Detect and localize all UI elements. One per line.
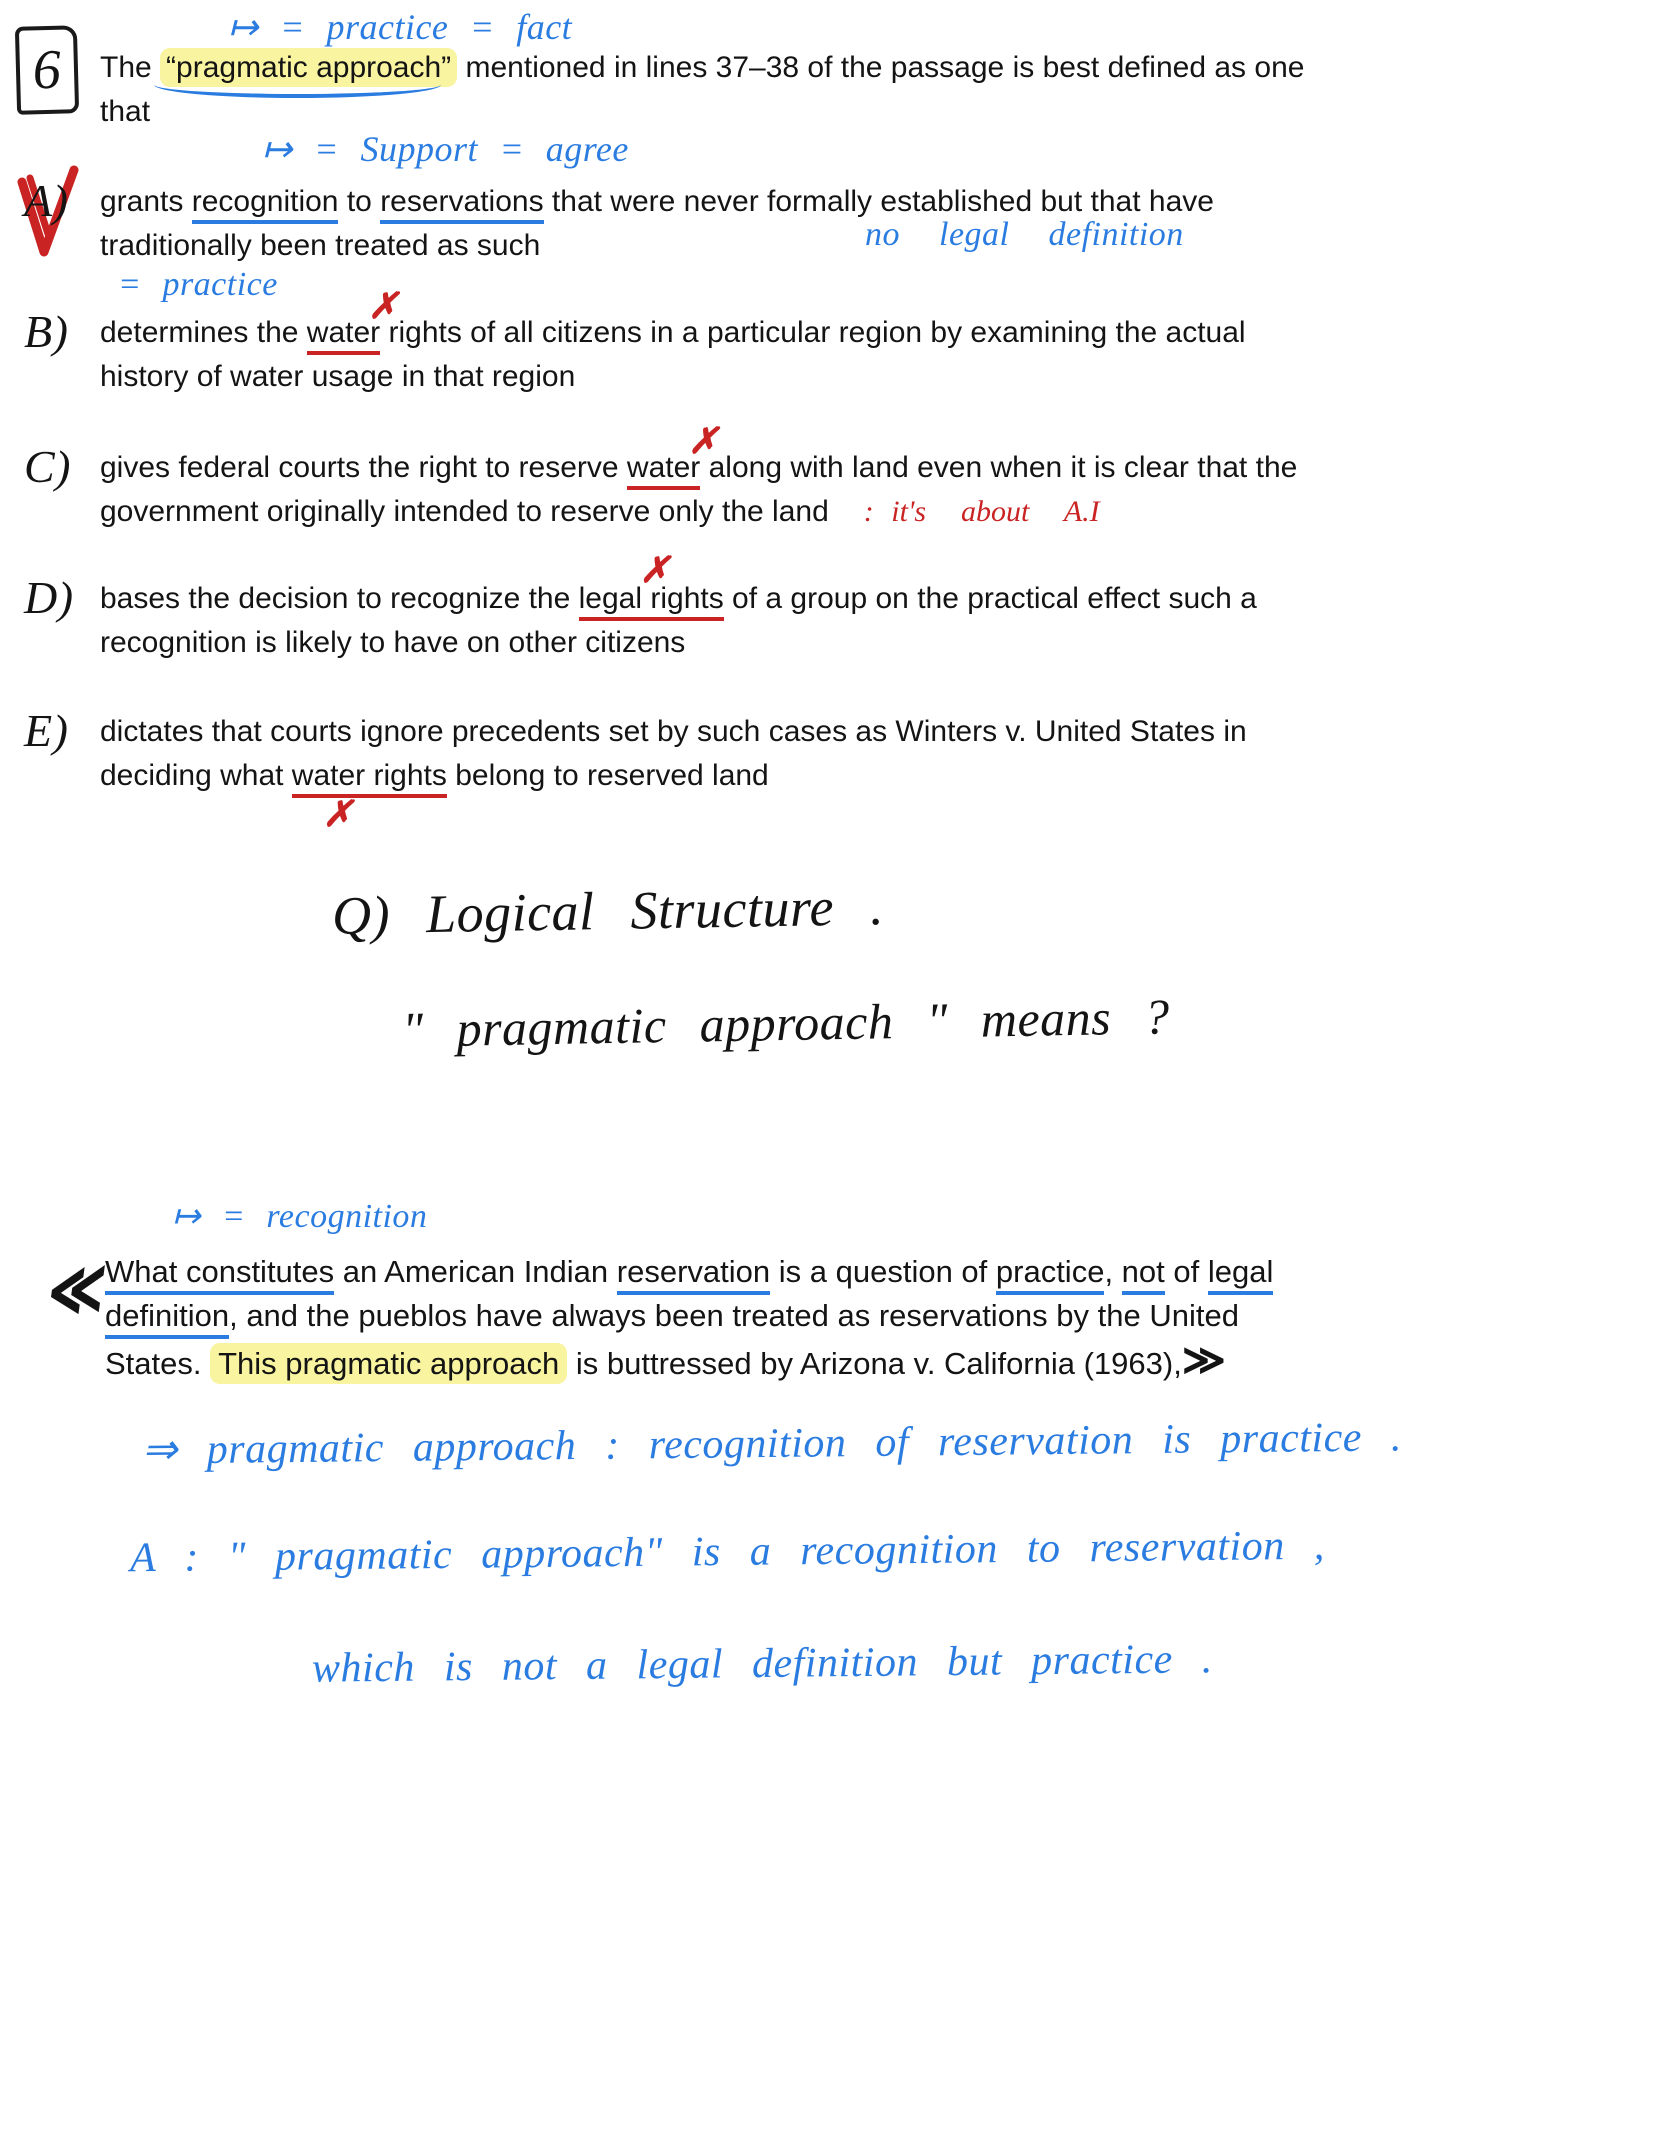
annotated-text-segment: What constitutes (105, 1254, 334, 1295)
annotated-text-segment: legal (1208, 1254, 1274, 1295)
annotated-text-segment: recognition (192, 185, 339, 224)
red-x-mark-icon: ✗ (322, 794, 353, 834)
answer-option-a (0, 175, 1668, 303)
text-segment: States. (105, 1346, 211, 1381)
answer-option-c (0, 421, 1668, 566)
handwritten-note-practice-fact: ↦ = practice = fact (228, 7, 573, 47)
text-segment: along with land even when it is clear that the (700, 451, 1298, 484)
text-line (100, 550, 1257, 621)
text-line (100, 710, 1247, 754)
annotated-text-segment: water ✗ (627, 451, 700, 490)
handwritten-bottom-note-line3: which is not a legal definition but practice . (311, 1636, 1213, 1692)
text-line (100, 621, 1257, 665)
handwritten-note-recognition: ↦ = recognition (172, 1198, 428, 1235)
text-segment: dictates that courts ignore precedents set by such cases as Winters v. United States in (100, 715, 1247, 748)
text-segment: rights of all citizens in a particular region by examining the actual (380, 316, 1246, 349)
annotated-text-segment: : it's about A.I (828, 495, 1100, 528)
text-segment: , and the pueblos have always been treated as reservations by the United (229, 1298, 1239, 1333)
question-stem (100, 46, 1580, 134)
text-line (100, 46, 1580, 90)
text-line (105, 1294, 1625, 1338)
text-segment: is a question of (770, 1254, 996, 1289)
handwritten-note-support-agree: ↦ = Support = agree (262, 129, 629, 169)
answer-option-b (0, 286, 1668, 431)
text-segment: determines the (100, 316, 307, 349)
text-segment: of (1164, 1254, 1208, 1289)
red-x-mark-icon: ✗ (639, 550, 670, 590)
text-line (105, 1338, 1625, 1386)
answer-option-d (0, 550, 1668, 697)
text-segment: is buttressed by Arizona v. California (1963), (567, 1346, 1182, 1381)
annotated-text-segment: reservation (617, 1254, 770, 1295)
text-line (100, 286, 1246, 355)
handwritten-bottom-note-line1: ⇒ pragmatic approach : recognition of reservation is practice . (141, 1414, 1403, 1474)
passage-open-quote-mark: ≪ (42, 1247, 104, 1334)
red-x-mark-icon: ✗ (367, 286, 399, 326)
option-letter-e: E) (24, 705, 69, 756)
option-letter-a: A) (24, 175, 69, 226)
handwritten-center-note-line2: " pragmatic approach " means ? (401, 988, 1171, 1058)
option-letter-c: C) (24, 441, 71, 492)
text-segment: of a group on the practical effect such a (723, 582, 1257, 615)
annotated-text-segment: water rights ✗ (291, 759, 447, 834)
question-number-box (15, 25, 79, 115)
handwritten-note-equals-practice: = practice (118, 266, 278, 303)
handwritten-bottom-note-line2: A : " pragmatic approach" is a recognition to reservation , (129, 1522, 1325, 1582)
text-line (100, 355, 1246, 399)
text-segment: that were never formally established but that have (543, 185, 1214, 218)
text-line (100, 754, 1247, 834)
text-line (100, 421, 1298, 490)
text-segment: belong to reserved land (446, 759, 769, 792)
text-segment: gives federal courts the right to reserve (100, 451, 627, 484)
text-line (100, 490, 1297, 534)
option-letter-b: B) (24, 306, 69, 357)
annotated-text-segment: not (1122, 1254, 1165, 1295)
red-x-mark-icon: ✗ (688, 421, 719, 461)
text-segment: recognition is likely to have on other citizens (100, 626, 686, 659)
text-segment: The (100, 51, 161, 84)
annotated-text-segment: ≫ (1181, 1336, 1226, 1383)
text-segment: deciding what (100, 759, 292, 792)
option-letter-d: D) (24, 572, 74, 623)
text-line (105, 1250, 1625, 1294)
text-segment: that (100, 95, 151, 128)
text-segment: history of water usage in that region (100, 360, 576, 393)
annotated-text-segment: water ✗ (307, 316, 380, 355)
text-segment: an American Indian (334, 1254, 617, 1289)
option-c-text (100, 421, 1298, 534)
annotated-text-segment: definition (105, 1298, 229, 1339)
annotated-text-segment: practice (996, 1254, 1105, 1295)
text-segment: bases the decision to recognize the (100, 582, 579, 615)
option-e-text (100, 710, 1247, 834)
annotated-text-segment: reservations (380, 185, 543, 224)
option-b-text (100, 286, 1246, 399)
answer-option-e (0, 705, 1668, 834)
text-segment: to (338, 185, 381, 218)
question-number: 6 (31, 38, 63, 102)
text-segment: , (1104, 1254, 1122, 1289)
passage-excerpt (105, 1250, 1625, 1386)
option-d-text (100, 550, 1257, 665)
text-segment: grants (100, 185, 192, 218)
handwritten-center-note-line1: Q) Logical Structure . (331, 876, 885, 946)
annotated-text-segment: “pragmatic approach” (160, 48, 457, 87)
text-segment: government originally intended to reserve only the land (100, 495, 829, 528)
text-segment: mentioned in lines 37–38 of the passage is best defined as one (457, 51, 1305, 84)
annotated-text-segment: This pragmatic approach (210, 1343, 567, 1384)
handwritten-note-no-legal-definition: no legal definition (865, 216, 1184, 253)
annotated-text-segment: legal rights ✗ (579, 582, 724, 621)
text-segment: traditionally been treated as such (100, 229, 541, 262)
